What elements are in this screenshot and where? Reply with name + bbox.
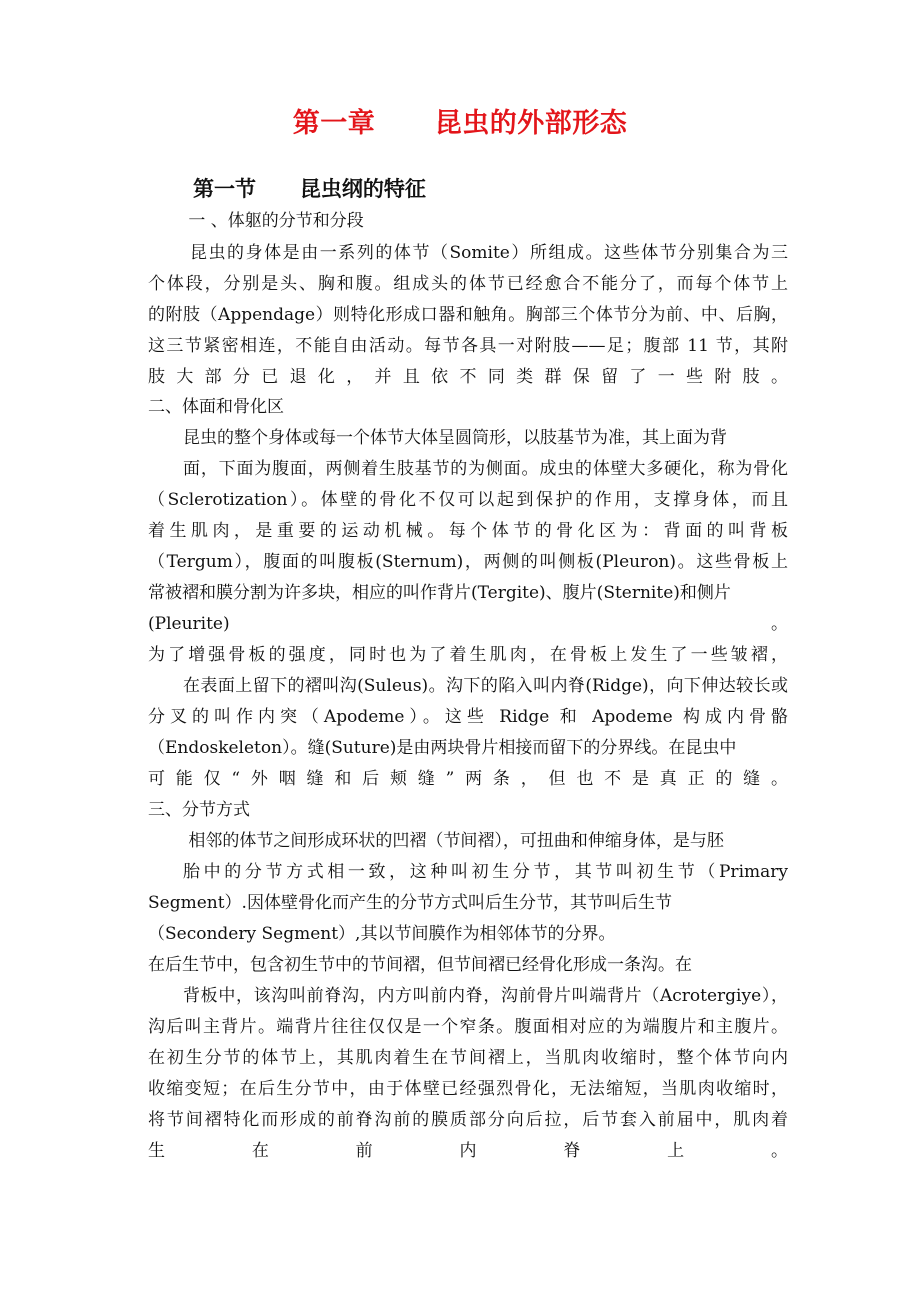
paragraph-line: 着生肌肉，是重要的运动机械。每个体节的骨化区为：背面的叫背板 xyxy=(148,521,788,541)
paragraph-line: 胎中的分节方式相一致，这种叫初生分节，其节叫初生节（Primary xyxy=(183,862,788,882)
paragraph-line: 这三节紧密相连，不能自由活动。每节各具一对附肢——足；腹部 11 节，其附 xyxy=(148,336,788,356)
paragraph-line: 在初生分节的体节上，其肌肉着生在节间褶上，当肌肉收缩时，整个体节向内 xyxy=(148,1048,788,1068)
chapter-title: 第一章 昆虫的外部形态 xyxy=(292,108,628,139)
paragraph-line: 为了增强骨板的强度，同时也为了着生肌肉，在骨板上发生了一些皱褶， xyxy=(148,645,788,665)
paragraph-line: 沟后叫主背片。端背片往往仅仅是一个窄条。腹面相对应的为端腹片和主腹片。 xyxy=(148,1017,788,1037)
paragraph-line: 昆虫的身体是由一系列的体节（Somite）所组成。这些体节分别集合为三 xyxy=(183,243,788,263)
paragraph-line: 收缩变短；在后生分节中，由于体壁已经强烈骨化，无法缩短，当肌肉收缩时， xyxy=(148,1079,788,1099)
paragraph-line: 个体段，分别是头、胸和腹。组成头的体节已经愈合不能分了，而每个体节上 xyxy=(148,274,788,294)
paragraph-line: 生在前内脊上。 xyxy=(148,1141,788,1161)
paragraph-line: （Secondery Segment）,其以节间膜作为相邻体节的分界。 xyxy=(148,924,616,944)
paragraph-line: 常被褶和膜分割为许多块，相应的叫作背片(Tergite)、腹片(Sternite)和侧片 xyxy=(148,583,731,603)
paragraph-line: 肢大部分已退化，并且依不同类群保留了一些附肢。 xyxy=(148,367,788,387)
subheading-segmentation-modes: 相邻的体节之间形成环状的凹褶（节间褶），可扭曲和伸缩身体，是与胚 xyxy=(183,831,724,851)
paragraph-line: 三、分节方式 xyxy=(148,800,250,820)
subheading-sclerotized-areas: 昆虫的整个身体或每一个体节大体呈圆筒形，以肢基节为准，其上面为背 xyxy=(183,428,727,448)
paragraph-line: 二、体面和骨化区 xyxy=(148,397,284,417)
paragraph-line: 背板中，该沟叫前脊沟，内方叫前内脊，沟前骨片叫端背片（Acrotergiye）， xyxy=(183,986,788,1006)
paragraph-line: （Sclerotization）。体壁的骨化不仅可以起到保护的作用，支撑身体，而且 xyxy=(148,490,788,510)
paragraph-line: （Endoskeleton）。缝(Suture)是由两块骨片相接而留下的分界线。在昆虫中 xyxy=(148,738,737,758)
paragraph-line: 将节间褶特化而形成的前脊沟前的膜质部分向后拉，后节套入前届中，肌肉着 xyxy=(148,1110,788,1130)
paragraph-line: 在后生节中，包含初生节中的节间褶，但节间褶已经骨化形成一条沟。在 xyxy=(148,955,692,975)
paragraph-line: 面，下面为腹面，两侧着生肢基节的为侧面。成虫的体壁大多硬化，称为骨化 xyxy=(183,459,788,479)
paragraph-line: 的附肢（Appendage）则特化形成口器和触角。胸部三个体节分为前、中、后胸， xyxy=(148,305,788,325)
section-title: 第一节 昆虫纲的特征 xyxy=(193,176,426,201)
paragraph-line: 在表面上留下的褶叫沟(Suleus)。沟下的陷入叫内脊(Ridge)，向下伸达较长或 xyxy=(183,676,788,696)
paragraph-line: 分叉的叫作内突（Apodeme）。这些 Ridge 和 Apodeme 构成内骨骼 xyxy=(148,707,788,727)
paragraph-line: (Pleurite)。 xyxy=(148,614,788,634)
subheading-segmentation: 一 、体躯的分节和分段 xyxy=(183,211,364,231)
paragraph-line: Segment）.因体壁骨化而产生的分节方式叫后生分节，其节叫后生节 xyxy=(148,893,672,913)
paragraph-line: （Tergum），腹面的叫腹板(Sternum)，两侧的叫侧板(Pleuron)。这些骨板上 xyxy=(148,552,788,572)
paragraph-line: 可能仅“外咽缝和后颊缝”两条，但也不是真正的缝。 xyxy=(148,769,788,789)
